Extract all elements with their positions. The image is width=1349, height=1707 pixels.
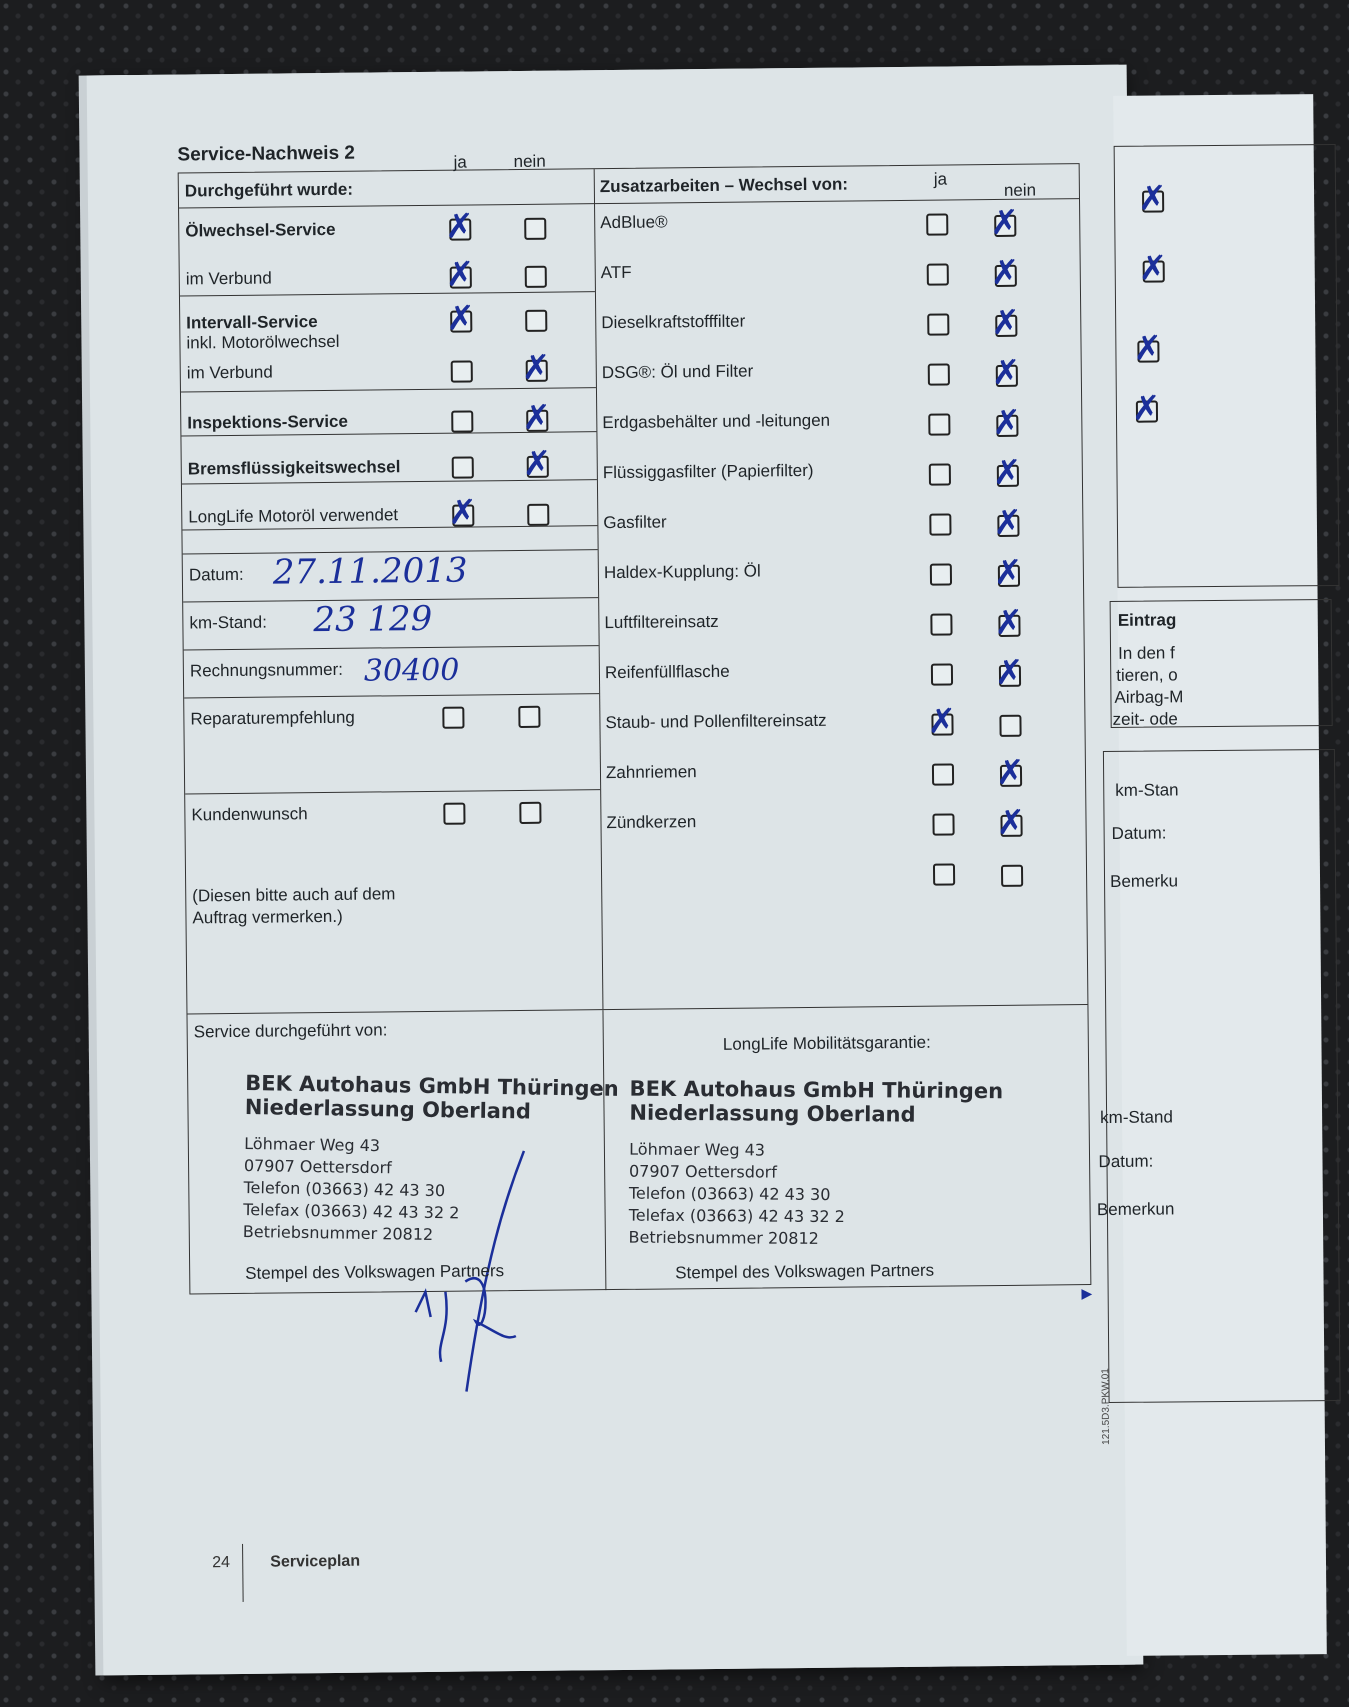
- extra-work-label: Dieselkraftstofffilter: [601, 311, 746, 333]
- extra-work-row: [597, 508, 1082, 533]
- performed-row: [182, 455, 597, 479]
- ja-checkbox[interactable]: [451, 410, 473, 432]
- next-page-arrow-icon: ▶: [1081, 1285, 1093, 1302]
- rechnung-row: [184, 652, 599, 689]
- extra-work-label: Reifenfüllflasche: [604, 661, 730, 683]
- stamp-street-left: Löhmaer Weg 43: [244, 1134, 381, 1156]
- nein-checkbox[interactable]: [525, 266, 547, 288]
- right-page-km-2: km-Stand: [1100, 1107, 1173, 1128]
- right-page-eintrag: Eintrag: [1117, 610, 1177, 630]
- ja-checkbox[interactable]: [451, 360, 473, 382]
- extra-work-label: Flüssiggasfilter (Papierfilter): [602, 460, 814, 483]
- nein-label-right: nein: [1003, 180, 1037, 200]
- right-page-checkbox-1[interactable]: [1142, 190, 1164, 212]
- ja-label-right: ja: [933, 169, 948, 189]
- extra-work-row: [599, 708, 1084, 733]
- right-page-checkbox-2[interactable]: [1143, 260, 1165, 282]
- nein-checkbox[interactable]: [995, 315, 1017, 337]
- ja-checkbox[interactable]: [932, 763, 954, 785]
- reparatur-label: Reparaturempfehlung: [190, 707, 355, 729]
- performed-row: [182, 503, 597, 527]
- extra-work-label: Staub- und Pollenfiltereinsatz: [605, 710, 827, 733]
- nein-checkbox[interactable]: [1001, 865, 1023, 887]
- nein-checkbox[interactable]: [526, 410, 548, 432]
- kunden-row: [185, 801, 600, 825]
- extra-header: [594, 164, 1079, 204]
- extra-work-label: Haldex-Kupplung: Öl: [603, 561, 761, 583]
- stamp-phone-right: Telefon (03663) 42 43 30: [628, 1183, 831, 1205]
- rechnung-handwritten: 30400: [363, 652, 460, 689]
- right-page-bemerk-1: Bemerku: [1109, 871, 1179, 891]
- km-row: [183, 598, 598, 641]
- ja-checkbox[interactable]: [930, 563, 952, 585]
- stamp-name-right: BEK Autohaus GmbH Thüringen: [629, 1076, 1004, 1104]
- kunden-note: (Diesen bitte auch auf dem Auftrag vermerken.): [192, 884, 396, 928]
- stamp-fax-left: Telefax (03663) 42 43 32 2: [243, 1200, 460, 1223]
- extra-work-column: [594, 164, 1088, 1009]
- right-page-datum-1: Datum:: [1111, 823, 1167, 843]
- performed-row: [180, 265, 595, 289]
- right-page-km-1: km-Stan: [1115, 780, 1179, 800]
- ja-checkbox[interactable]: [927, 313, 949, 335]
- ja-checkbox[interactable]: [930, 613, 952, 635]
- nein-checkbox[interactable]: [998, 615, 1020, 637]
- datum-row: [183, 550, 598, 593]
- section-name: Serviceplan: [270, 1552, 361, 1571]
- extra-work-label: Gasfilter: [603, 512, 667, 533]
- page-number: 24: [212, 1554, 231, 1572]
- reparatur-nein-checkbox[interactable]: [518, 706, 540, 728]
- ja-label: ja: [453, 152, 467, 172]
- performed-row-label: Intervall-Service: [186, 312, 318, 333]
- extra-work-label: ATF: [600, 262, 632, 283]
- performed-row-label: Inspektions-Service: [187, 411, 349, 433]
- performed-row: [181, 359, 596, 383]
- performed-header-label: Durchgeführt wurde:: [184, 179, 354, 201]
- nein-checkbox[interactable]: [997, 465, 1019, 487]
- ja-checkbox[interactable]: [929, 513, 951, 535]
- extra-work-row: [600, 808, 1085, 833]
- service-record-sheet: [177, 135, 1077, 1283]
- right-page-line-2: tieren, o: [1116, 665, 1178, 685]
- extra-work-row: [600, 758, 1085, 783]
- right-page-bemerk-2: Bemerkun: [1096, 1199, 1175, 1220]
- print-code: 121.5D3.PKW.01: [1100, 1368, 1113, 1445]
- extra-work-row: [601, 858, 1086, 863]
- nein-checkbox[interactable]: [994, 215, 1016, 237]
- nein-checkbox[interactable]: [996, 415, 1018, 437]
- nein-checkbox[interactable]: [1000, 765, 1022, 787]
- extra-work-row: [598, 558, 1083, 583]
- stamp-city-left: 07907 Oettersdorf: [243, 1156, 392, 1178]
- right-page-checkbox-4[interactable]: [1136, 401, 1158, 423]
- nein-checkbox[interactable]: [999, 665, 1021, 687]
- datum-label: Datum:: [188, 564, 244, 585]
- km-handwritten: 23 129: [313, 598, 433, 641]
- stamp-number-right: Betriebsnummer 20812: [628, 1227, 819, 1248]
- right-page-checkbox-3[interactable]: [1137, 341, 1159, 363]
- extra-work-label: Luftfiltereinsatz: [604, 611, 719, 633]
- ja-checkbox[interactable]: [449, 218, 471, 240]
- kunden-note-row: [186, 883, 446, 928]
- ja-checkbox[interactable]: [450, 266, 472, 288]
- extra-work-label: DSG®: Öl und Filter: [601, 361, 754, 383]
- nein-checkbox[interactable]: [999, 715, 1021, 737]
- nein-checkbox[interactable]: [998, 565, 1020, 587]
- extra-header-label: Zusatzarbeiten – Wechsel von:: [599, 174, 849, 197]
- extra-work-row: [596, 358, 1081, 383]
- kunden-label: Kundenwunsch: [191, 804, 308, 825]
- extra-work-row: [594, 208, 1079, 233]
- stamp-fax-right: Telefax (03663) 42 43 32 2: [628, 1205, 845, 1227]
- section-title: Service-Nachweis 2: [177, 142, 356, 166]
- stamp-name-left: BEK Autohaus GmbH Thüringen: [245, 1071, 619, 1101]
- ja-checkbox[interactable]: [931, 663, 953, 685]
- performed-row: [179, 217, 594, 241]
- nein-checkbox[interactable]: [526, 360, 548, 382]
- reparatur-ja-checkbox[interactable]: [442, 707, 464, 729]
- ja-checkbox[interactable]: [926, 213, 948, 235]
- extra-work-row: [597, 458, 1082, 483]
- nein-checkbox[interactable]: [527, 504, 549, 526]
- nein-checkbox[interactable]: [527, 456, 549, 478]
- stamp-city-right: 07907 Oettersdorf: [628, 1161, 777, 1182]
- extra-work-label: Zündkerzen: [606, 812, 697, 833]
- ja-checkbox[interactable]: [929, 463, 951, 485]
- right-page-line-1: In den f: [1117, 643, 1175, 663]
- performed-row-label: Bremsflüssigkeitswechsel: [187, 457, 401, 479]
- ja-checkbox[interactable]: [927, 263, 949, 285]
- mobility-label: LongLife Mobilitätsgarantie:: [722, 1032, 931, 1054]
- ja-checkbox[interactable]: [452, 456, 474, 478]
- extra-work-label: AdBlue®: [600, 212, 668, 233]
- nein-checkbox[interactable]: [997, 515, 1019, 537]
- stamp-number-left: Betriebsnummer 20812: [242, 1222, 434, 1244]
- ja-checkbox[interactable]: [450, 310, 472, 332]
- dealer-stamp-right: [628, 1077, 1003, 1252]
- right-page-line-4: zeit- ode: [1112, 709, 1178, 729]
- extra-work-row: [595, 308, 1080, 333]
- stamp-caption-right: Stempel des Volkswagen Partners: [675, 1260, 935, 1283]
- nein-checkbox[interactable]: [525, 310, 547, 332]
- service-by-label: Service durchgeführt von:: [193, 1020, 388, 1042]
- extra-work-row: [599, 658, 1084, 683]
- booklet-left-page: [87, 65, 1144, 1676]
- nein-checkbox[interactable]: [996, 365, 1018, 387]
- nein-checkbox[interactable]: [995, 265, 1017, 287]
- performed-row: [181, 409, 596, 433]
- stamp-branch-left: Niederlassung Oberland: [244, 1095, 532, 1124]
- stamp-caption-left: Stempel des Volkswagen Partners: [245, 1261, 505, 1283]
- nein-checkbox[interactable]: [524, 218, 546, 240]
- ja-checkbox[interactable]: [452, 504, 474, 526]
- stamp-street-right: Löhmaer Weg 43: [629, 1139, 766, 1160]
- performed-row-label: im Verbund: [186, 362, 273, 383]
- right-page-datum-2: Datum:: [1098, 1151, 1154, 1172]
- performed-row-label: Ölwechsel-Service: [185, 219, 336, 241]
- reparatur-row: [184, 705, 599, 729]
- rechnung-label: Rechnungsnummer:: [189, 659, 344, 681]
- ja-checkbox[interactable]: [928, 413, 950, 435]
- stamp-branch-right: Niederlassung Oberland: [629, 1100, 916, 1127]
- performed-row-sublabel: inkl. Motorölwechsel: [186, 331, 340, 353]
- extra-work-row: [595, 258, 1080, 283]
- stamp-phone-left: Telefon (03663) 42 43 30: [243, 1178, 446, 1201]
- ja-checkbox[interactable]: [932, 813, 954, 835]
- ja-checkbox[interactable]: [928, 363, 950, 385]
- extra-work-label: Zahnriemen: [605, 762, 697, 783]
- nein-label: nein: [513, 151, 546, 172]
- kunden-nein-checkbox[interactable]: [519, 802, 541, 824]
- ja-checkbox[interactable]: [933, 863, 955, 885]
- km-label: km-Stand:: [189, 612, 267, 633]
- stamp-section: [187, 1004, 1090, 1294]
- extra-work-row: [598, 608, 1083, 633]
- performed-row-label: LongLife Motoröl verwendet: [188, 505, 399, 527]
- right-page-line-3: Airbag-M: [1114, 687, 1184, 707]
- datum-handwritten: 27.11.2013: [272, 550, 468, 593]
- extra-work-row: [596, 408, 1081, 433]
- kunden-ja-checkbox[interactable]: [443, 803, 465, 825]
- nein-checkbox[interactable]: [1000, 815, 1022, 837]
- performed-row-label: im Verbund: [185, 268, 272, 289]
- extra-work-label: Erdgasbehälter und -leitungen: [602, 410, 831, 433]
- ja-checkbox[interactable]: [931, 713, 953, 735]
- performed-row: [180, 309, 595, 353]
